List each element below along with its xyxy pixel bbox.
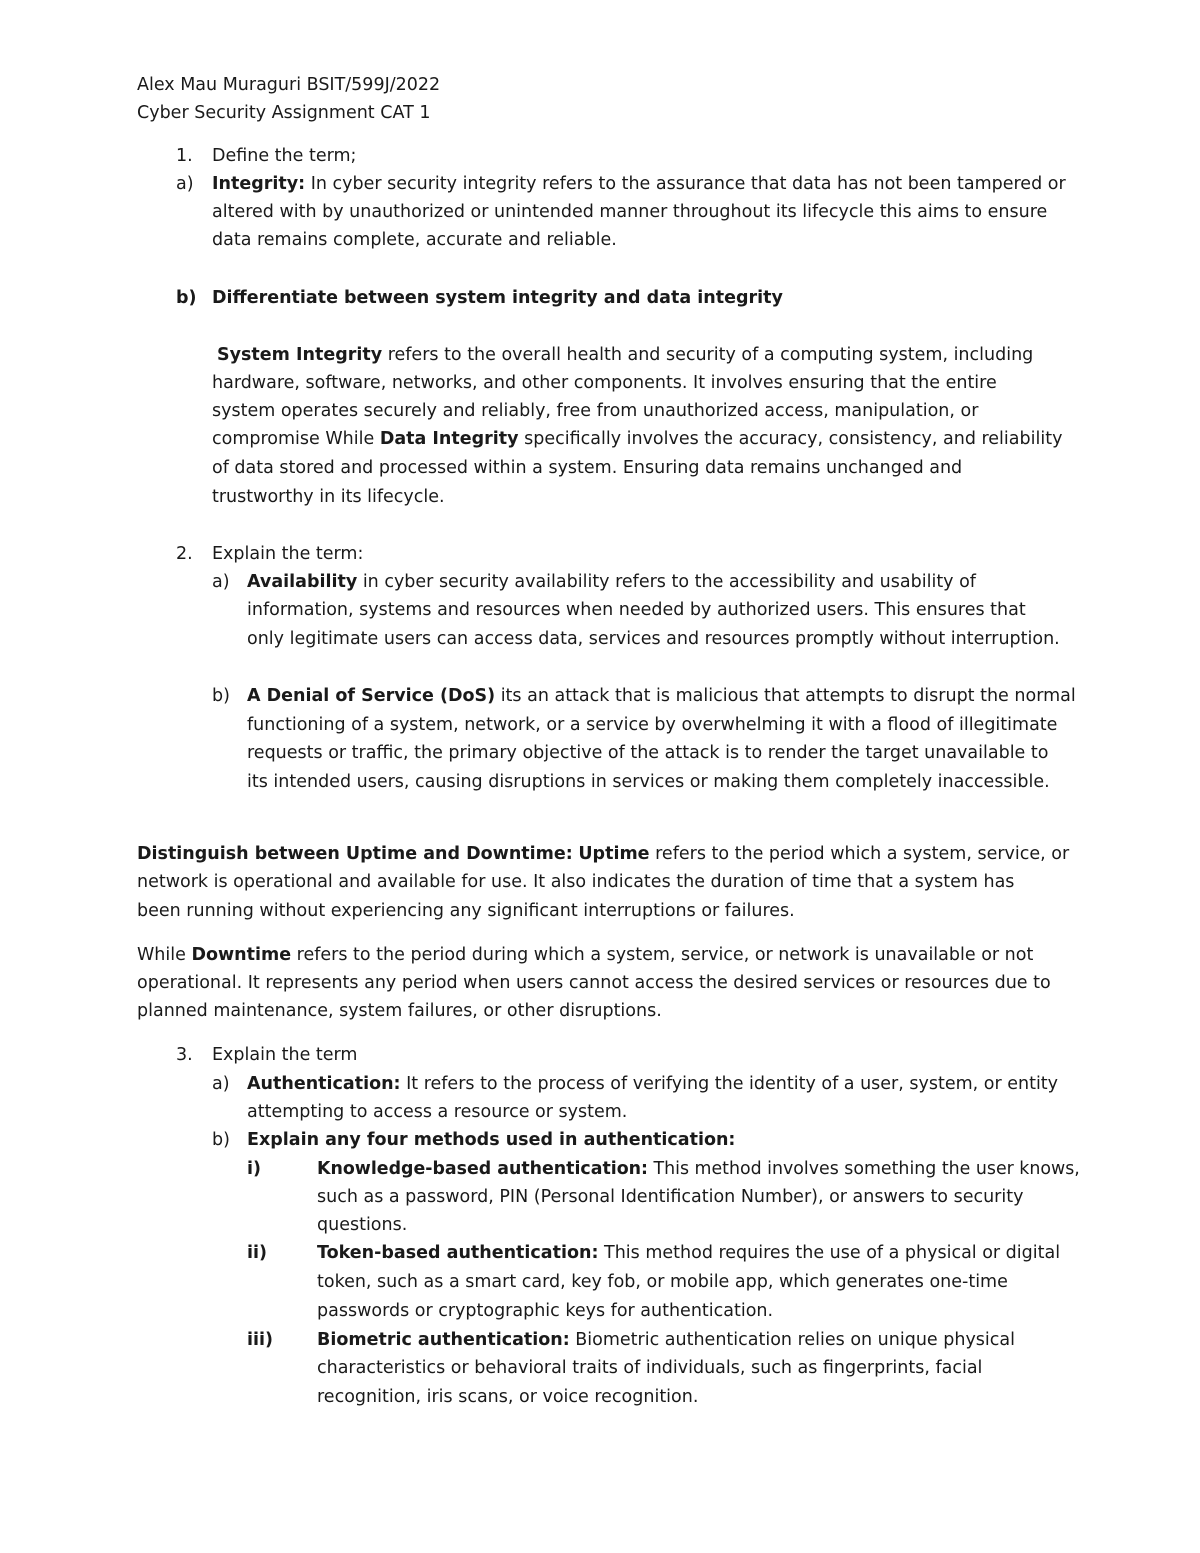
q3a-line-1: Authentication: It refers to the process of verifying the identity of a user, system, or entity bbox=[247, 1074, 1059, 1094]
uptime-line-3: been running without experiencing any significant interruptions or failures. bbox=[137, 901, 795, 921]
q2b-line-2: functioning of a system, network, or a service by overwhelming it with a flood of illegitimate bbox=[247, 715, 1058, 735]
q2b-marker: b) bbox=[212, 686, 230, 706]
q1b-line-1: System Integrity refers to the overall health and security of a computing system, including bbox=[217, 345, 1034, 365]
q2b-line-3: requests or traffic, the primary objective of the attack is to render the target unavailable to bbox=[247, 743, 1049, 763]
method-3-marker: iii) bbox=[247, 1330, 273, 1350]
method-3-line-2: characteristics or behavioral traits of individuals, such as fingerprints, facial bbox=[317, 1358, 983, 1378]
q1a-marker: a) bbox=[176, 174, 194, 194]
q2b-line-4: its intended users, causing disruptions in services or making them completely inaccessible. bbox=[247, 772, 1050, 792]
method-1-marker: i) bbox=[247, 1159, 261, 1179]
method-3-line-1: Biometric authentication: Biometric authentication relies on unique physical bbox=[317, 1330, 1015, 1350]
q2-title: Explain the term: bbox=[212, 544, 364, 564]
q3b-marker: b) bbox=[212, 1130, 230, 1150]
knowledge-based-term: Knowledge-based authentication: bbox=[317, 1159, 648, 1179]
method-3-line-3: recognition, iris scans, or voice recognition. bbox=[317, 1387, 699, 1407]
author-line: Alex Mau Muraguri BSIT/599J/2022 bbox=[137, 75, 441, 95]
q1-number: 1. bbox=[176, 146, 193, 166]
downtime-line-3: planned maintenance, system failures, or other disruptions. bbox=[137, 1001, 662, 1021]
method-2-line-1: Token-based authentication: This method requires the use of a physical or digital bbox=[317, 1243, 1061, 1263]
downtime-line-1: While Downtime refers to the period during which a system, service, or network is unavailable or not bbox=[137, 945, 1034, 965]
availability-term: Availability bbox=[247, 572, 358, 592]
q1b-marker: b) bbox=[176, 288, 197, 308]
q3a-line-2: attempting to access a resource or system. bbox=[247, 1102, 628, 1122]
system-integrity-term: System Integrity bbox=[217, 345, 383, 365]
q2a-marker: a) bbox=[212, 572, 230, 592]
uptime-line-2: network is operational and available for use. It also indicates the duration of time that a system has bbox=[137, 872, 1015, 892]
q1b-heading: Differentiate between system integrity and data integrity bbox=[212, 288, 783, 308]
biometric-term: Biometric authentication: bbox=[317, 1330, 570, 1350]
q1b-line-3: system operates securely and reliably, free from unauthorized access, manipulation, or bbox=[212, 401, 979, 421]
q3b-heading: Explain any four methods used in authentication: bbox=[247, 1130, 736, 1150]
q1b-line-5: of data stored and processed within a system. Ensuring data remains unchanged and bbox=[212, 458, 963, 478]
q1b-line-2: hardware, software, networks, and other components. It involves ensuring that the entire bbox=[212, 373, 997, 393]
authentication-term: Authentication: bbox=[247, 1074, 401, 1094]
method-1-line-1: Knowledge-based authentication: This method involves something the user knows, bbox=[317, 1159, 1080, 1179]
q1a-line-3: data remains complete, accurate and reliable. bbox=[212, 230, 617, 250]
uptime-line-1: Distinguish between Uptime and Downtime: Uptime refers to the period which a system, service, or bbox=[137, 844, 1070, 864]
method-2-line-2: token, such as a smart card, key fob, or mobile app, which generates one-time bbox=[317, 1272, 1008, 1292]
q2a-line-1: Availability in cyber security availability refers to the accessibility and usability of bbox=[247, 572, 976, 592]
q2a-line-2: information, systems and resources when needed by authorized users. This ensures that bbox=[247, 600, 1026, 620]
q1a-line-1: Integrity: In cyber security integrity refers to the assurance that data has not been tampered or bbox=[212, 174, 1066, 194]
q2b-line-1: A Denial of Service (DoS) its an attack that is malicious that attempts to disrupt the normal bbox=[247, 686, 1076, 706]
q2a-line-3: only legitimate users can access data, services and resources promptly without interruption. bbox=[247, 629, 1060, 649]
q3a-marker: a) bbox=[212, 1074, 230, 1094]
q1b-line-6: trustworthy in its lifecycle. bbox=[212, 487, 445, 507]
method-1-line-3: questions. bbox=[317, 1215, 408, 1235]
integrity-term: Integrity: bbox=[212, 174, 306, 194]
q3-number: 3. bbox=[176, 1045, 193, 1065]
course-line: Cyber Security Assignment CAT 1 bbox=[137, 103, 431, 123]
downtime-line-2: operational. It represents any period when users cannot access the desired services or resources due to bbox=[137, 973, 1051, 993]
q1-title: Define the term; bbox=[212, 146, 357, 166]
method-2-marker: ii) bbox=[247, 1243, 267, 1263]
uptime-term: Uptime bbox=[578, 844, 650, 864]
dos-term: A Denial of Service (DoS) bbox=[247, 686, 496, 706]
uptime-heading: Distinguish between Uptime and Downtime: bbox=[137, 844, 573, 864]
data-integrity-term: Data Integrity bbox=[379, 429, 519, 449]
token-based-term: Token-based authentication: bbox=[317, 1243, 599, 1263]
downtime-term: Downtime bbox=[191, 945, 292, 965]
q3-title: Explain the term bbox=[212, 1045, 358, 1065]
method-1-line-2: such as a password, PIN (Personal Identification Number), or answers to security bbox=[317, 1187, 1024, 1207]
q1b-line-4: compromise While Data Integrity specifically involves the accuracy, consistency, and reliability bbox=[212, 429, 1063, 449]
q1a-line-2: altered with by unauthorized or unintended manner throughout its lifecycle this aims to ensure bbox=[212, 202, 1048, 222]
method-2-line-3: passwords or cryptographic keys for authentication. bbox=[317, 1301, 774, 1321]
q2-number: 2. bbox=[176, 544, 193, 564]
